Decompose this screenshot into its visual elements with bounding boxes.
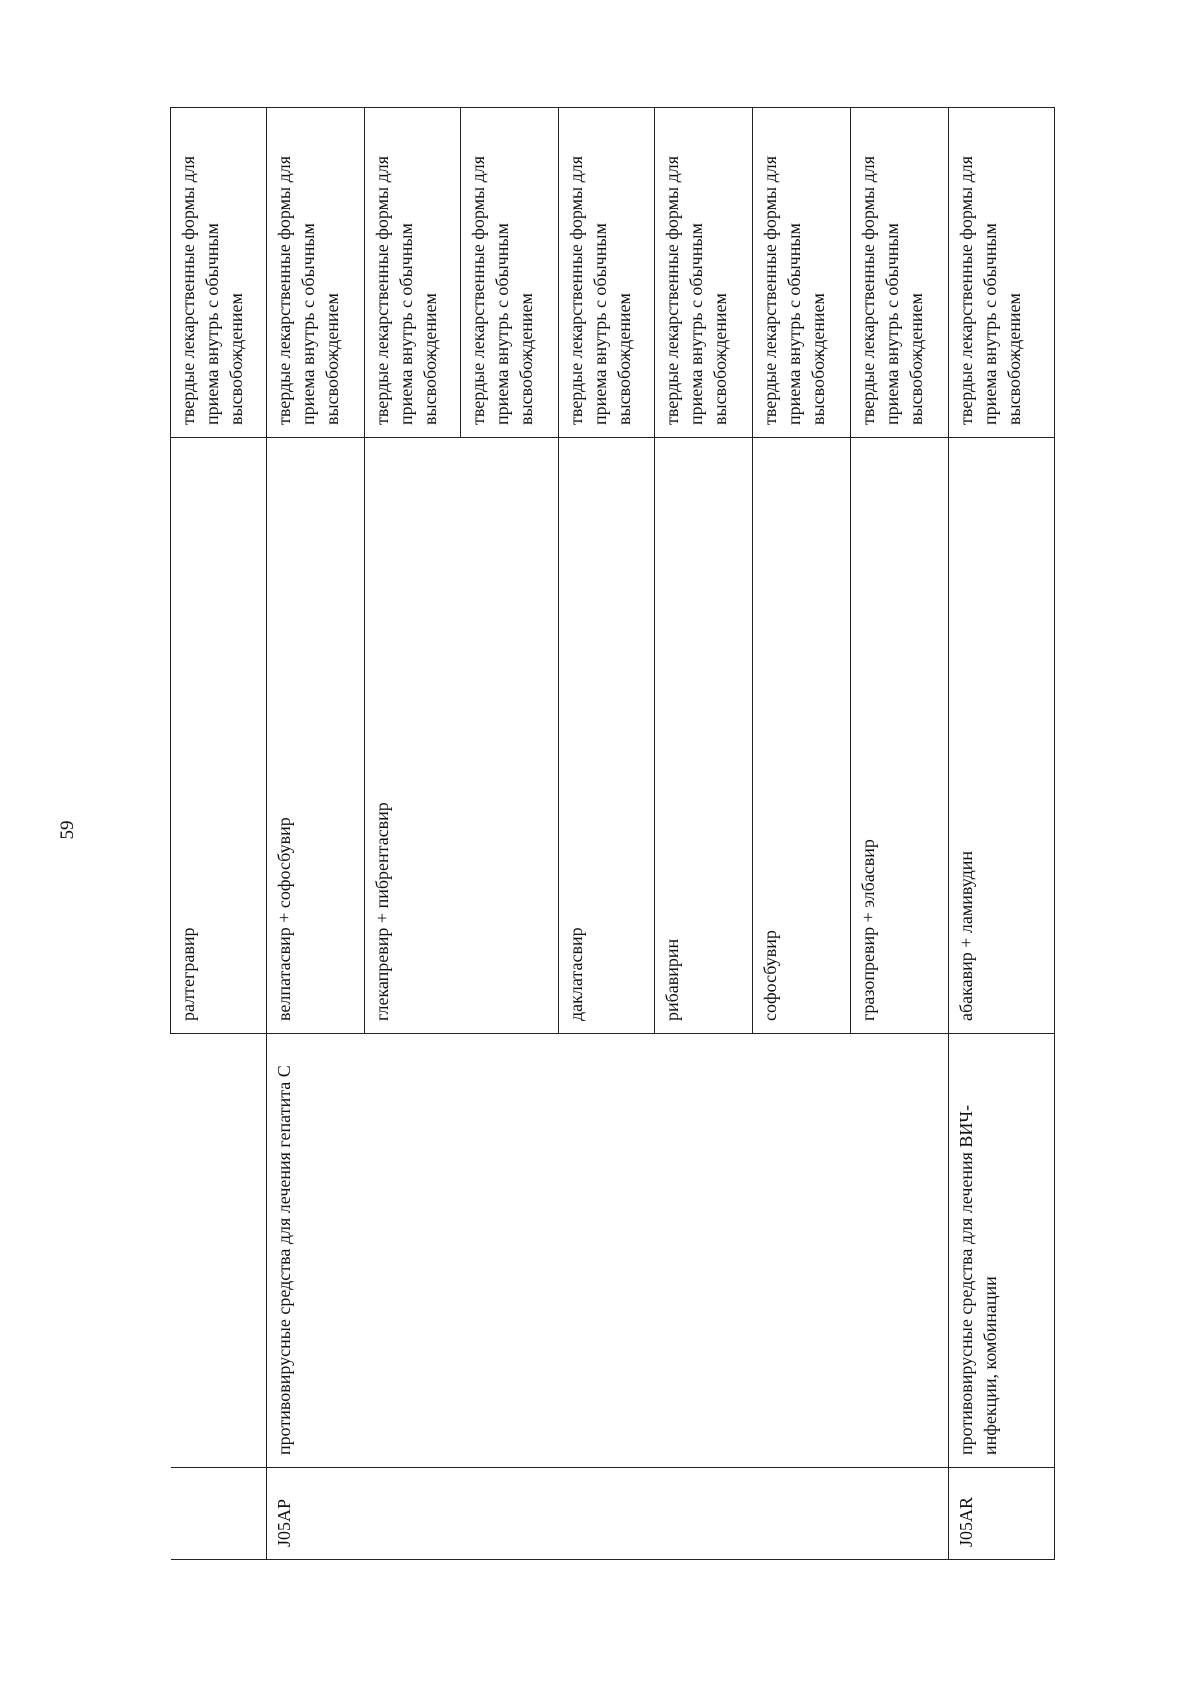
atc-code-cell: J05AR	[949, 1468, 1055, 1560]
atc-code-cell: J05AP	[267, 1468, 949, 1560]
dosage-form-cell	[171, 108, 267, 438]
dosage-form-line: приема внутрь с обычным	[395, 223, 416, 425]
group-name-cell: противовирусные средства для лечения ВИЧ-инфекции, комбинации	[949, 1034, 1055, 1468]
dosage-form-cell	[753, 108, 851, 438]
dosage-form-cell	[461, 108, 559, 438]
drug-name-cell: даклатасвир	[559, 438, 655, 1034]
dosage-form-line: твердые лекарственные формы для	[178, 155, 198, 425]
dosage-form-line: твердые лекарственные формы для	[274, 155, 294, 425]
dosage-form-cell	[267, 108, 365, 438]
group-name-cell: противовирусные средства для лечения гепатита С	[267, 1034, 949, 1468]
table-row	[267, 108, 365, 1560]
drug-name-cell: ралтегравир	[171, 438, 267, 1034]
dosage-form-line: приема внутрь с обычным	[685, 223, 706, 425]
dosage-form-line: приема внутрь с обычным	[979, 223, 1000, 425]
dosage-form-line: высвобождением	[905, 293, 926, 425]
dosage-form-line: твердые лекарственные формы для	[372, 155, 392, 425]
dosage-form-cell	[365, 108, 461, 438]
atc-code-cell	[171, 1468, 267, 1560]
dosage-form-line: приема внутрь с обычным	[297, 223, 318, 425]
dosage-form-line: высвобождением	[225, 293, 246, 425]
dosage-form-cell	[655, 108, 753, 438]
drug-name-cell: велпатасвир + софосбувир	[267, 438, 365, 1034]
drug-name-cell: абакавир + ламивудин	[949, 438, 1055, 1034]
dosage-form-line: твердые лекарственные формы для	[858, 155, 878, 425]
dosage-form-line: твердые лекарственные формы для	[760, 155, 780, 425]
dosage-form-line: высвобождением	[515, 293, 536, 425]
dosage-form-line: твердые лекарственные формы для	[956, 155, 976, 425]
drug-name-cell: софосбувир	[753, 438, 851, 1034]
drug-name-cell: рибавирин	[655, 438, 753, 1034]
drug-name-cell: гразопревир + элбасвир	[851, 438, 949, 1034]
dosage-form-cell	[559, 108, 655, 438]
dosage-form-line: приема внутрь с обычным	[589, 223, 610, 425]
dosage-form-cell	[851, 108, 949, 438]
table-row	[171, 108, 267, 1560]
dosage-form-line: высвобождением	[1003, 293, 1024, 425]
drug-name-cell: глекапревир + пибрентасвир	[365, 438, 559, 1034]
dosage-form-line: твердые лекарственные формы для	[566, 155, 586, 425]
dosage-form-line: приема внутрь с обычным	[783, 223, 804, 425]
dosage-form-line: твердые лекарственные формы для	[662, 155, 682, 425]
dosage-form-line: высвобождением	[807, 293, 828, 425]
dosage-form-line: приема внутрь с обычным	[881, 223, 902, 425]
drug-table	[170, 107, 1055, 1560]
dosage-form-cell	[949, 108, 1055, 438]
page-number: 59	[57, 820, 78, 840]
dosage-form-line: высвобождением	[321, 293, 342, 425]
dosage-form-line: высвобождением	[419, 293, 440, 425]
dosage-form-line: приема внутрь с обычным	[201, 223, 222, 425]
group-name-cell	[171, 1034, 267, 1468]
dosage-form-line: высвобождением	[709, 293, 730, 425]
dosage-form-line: приема внутрь с обычным	[491, 223, 512, 425]
dosage-form-line: твердые лекарственные формы для	[468, 155, 488, 425]
dosage-form-line: высвобождением	[613, 293, 634, 425]
table-row	[949, 108, 1055, 1560]
rotated-table-container	[170, 108, 1130, 1560]
